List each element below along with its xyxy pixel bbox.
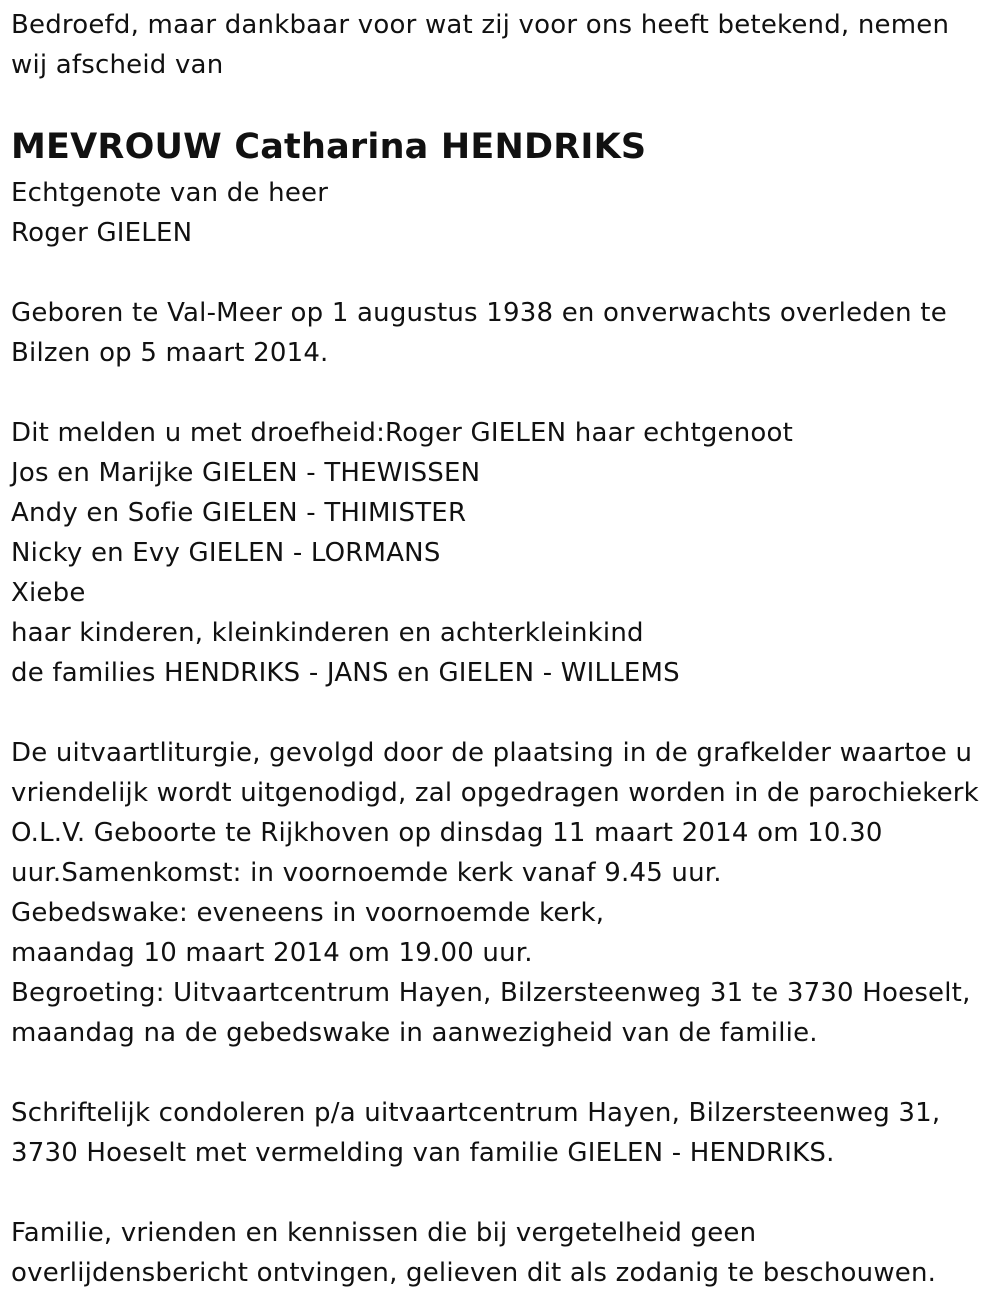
ceremony-line: maandag na de gebedswake in aanwezigheid van de familie. (11, 1018, 818, 1048)
birth-death-line: Geboren te Val-Meer op 1 augustus 1938 en onverwachts overleden te (11, 298, 947, 328)
intro-line: Bedroefd, maar dankbaar voor wat zij voor ons heeft betekend, nemen (11, 10, 950, 40)
mourner-line: Jos en Marijke GIELEN - THEWISSEN (11, 458, 481, 488)
spouse-line: Echtgenote van de heer (11, 178, 329, 208)
condolences-line: Schriftelijk condoleren p/a uitvaartcentrum Hayen, Bilzersteenweg 31, (11, 1098, 941, 1128)
condolences-line: 3730 Hoeselt met vermelding van familie GIELEN - HENDRIKS. (11, 1138, 835, 1168)
closing-line: overlijdensbericht ontvingen, gelieven dit als zodanig te beschouwen. (11, 1258, 937, 1288)
ceremony-line: De uitvaartliturgie, gevolgd door de plaatsing in de grafkelder waartoe u (11, 738, 973, 768)
birth-death-line: Bilzen op 5 maart 2014. (11, 338, 329, 368)
mourner-line: haar kinderen, kleinkinderen en achterkleinkind (11, 618, 644, 648)
mourner-line: Dit melden u met droefheid:Roger GIELEN haar echtgenoot (11, 418, 794, 448)
deceased-name: MEVROUW Catharina HENDRIKS (11, 127, 647, 167)
closing-paragraph (11, 1213, 993, 1293)
spouse-paragraph (11, 173, 993, 253)
ceremony-line: Gebedswake: eveneens in voornoemde kerk, (11, 898, 605, 928)
mourner-line: Xiebe (11, 578, 86, 608)
ceremony-line: O.L.V. Geboorte te Rijkhoven op dinsdag 11 maart 2014 om 10.30 (11, 818, 883, 848)
mourner-line: Andy en Sofie GIELEN - THIMISTER (11, 498, 467, 528)
ceremony-line: maandag 10 maart 2014 om 19.00 uur. (11, 938, 533, 968)
paragraph-gap (11, 1053, 993, 1093)
intro-line: wij afscheid van (11, 50, 224, 80)
mourners-paragraph (11, 413, 993, 693)
paragraph-gap (11, 693, 993, 733)
ceremony-paragraph (11, 733, 993, 1053)
paragraph-gap (11, 253, 993, 293)
death-notice (11, 0, 993, 1293)
ceremony-line: uur.Samenkomst: in voornoemde kerk vanaf 9.45 uur. (11, 858, 722, 888)
ceremony-line: vriendelijk wordt uitgenodigd, zal opgedragen worden in de parochiekerk (11, 778, 979, 808)
mourner-line: de families HENDRIKS - JANS en GIELEN - WILLEMS (11, 658, 680, 688)
condolences-paragraph (11, 1093, 993, 1173)
spouse-line: Roger GIELEN (11, 218, 193, 248)
closing-line: Familie, vrienden en kennissen die bij vergetelheid geen (11, 1218, 757, 1248)
intro-paragraph (11, 5, 993, 85)
ceremony-line: Begroeting: Uitvaartcentrum Hayen, Bilzersteenweg 31 te 3730 Hoeselt, (11, 978, 971, 1008)
mourner-line: Nicky en Evy GIELEN - LORMANS (11, 538, 441, 568)
paragraph-gap (11, 1173, 993, 1213)
birth-death-paragraph (11, 293, 993, 373)
paragraph-gap (11, 373, 993, 413)
